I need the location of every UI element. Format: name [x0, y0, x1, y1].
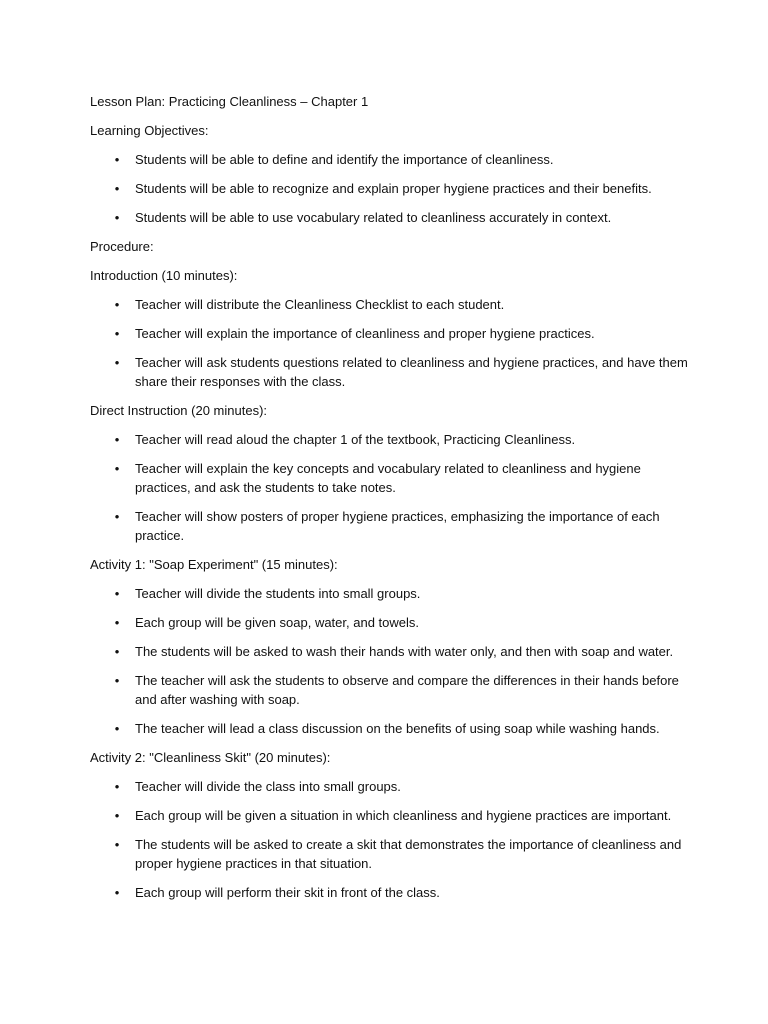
list-item-text: Teacher will read aloud the chapter 1 of the textbook, Practicing Cleanliness. — [135, 432, 576, 447]
bullet-icon: • — [114, 355, 120, 370]
bullet-icon: • — [114, 586, 120, 601]
list-item-text: The students will be asked to wash their hands with water only, and then with soap and water. — [135, 644, 674, 659]
activity2-heading: Activity 2: "Cleanliness Skit" (20 minutes): — [90, 750, 331, 765]
list-item-text: Students will be able to use vocabulary related to cleanliness accurately in context. — [135, 210, 612, 225]
list-item-text: Each group will perform their skit in front of the class. — [135, 885, 440, 900]
list-item — [90, 642, 690, 661]
list-item-text: Each group will be given soap, water, and towels. — [135, 615, 420, 630]
list-item — [90, 459, 690, 497]
list-item-text: Students will be able to recognize and explain proper hygiene practices and their benefits. — [135, 181, 652, 196]
objectives-list — [90, 150, 690, 227]
bullet-icon: • — [114, 673, 120, 688]
bullet-icon: • — [114, 152, 120, 167]
list-item — [90, 806, 690, 825]
list-item-text: Teacher will divide the class into small groups. — [135, 779, 401, 794]
bullet-icon: • — [114, 644, 120, 659]
list-item — [90, 777, 690, 796]
document-page — [90, 92, 690, 912]
bullet-icon: • — [114, 721, 120, 736]
list-item-text: The students will be asked to create a skit that demonstrates the importance of cleanliness and proper hygiene practices in that situation. — [135, 837, 682, 871]
list-item-text: Teacher will ask students questions related to cleanliness and hygiene practices, and have them share their responses with the class. — [135, 355, 688, 389]
list-item — [90, 613, 690, 632]
list-item — [90, 507, 690, 545]
list-item — [90, 295, 690, 314]
list-item — [90, 719, 690, 738]
list-item-text: Teacher will divide the students into small groups. — [135, 586, 421, 601]
list-item — [90, 430, 690, 449]
list-item — [90, 671, 690, 709]
bullet-icon: • — [114, 181, 120, 196]
list-item — [90, 883, 690, 902]
direct-instruction-list — [90, 430, 690, 545]
activity2-list — [90, 777, 690, 902]
bullet-icon: • — [114, 509, 120, 524]
list-item-text: Students will be able to define and identify the importance of cleanliness. — [135, 152, 554, 167]
list-item — [90, 179, 690, 198]
list-item — [90, 835, 690, 873]
bullet-icon: • — [114, 461, 120, 476]
bullet-icon: • — [114, 615, 120, 630]
bullet-icon: • — [114, 779, 120, 794]
list-item — [90, 208, 690, 227]
list-item-text: The teacher will ask the students to observe and compare the differences in their hands before and after washing with soap. — [135, 673, 679, 707]
list-item-text: Teacher will explain the importance of cleanliness and proper hygiene practices. — [135, 326, 595, 341]
introduction-heading: Introduction (10 minutes): — [90, 268, 238, 283]
bullet-icon: • — [114, 808, 120, 823]
activity1-heading: Activity 1: "Soap Experiment" (15 minutes): — [90, 557, 338, 572]
list-item-text: Teacher will explain the key concepts and vocabulary related to cleanliness and hygiene practices, and ask the students to take notes. — [135, 461, 641, 495]
bullet-icon: • — [114, 432, 120, 447]
lesson-title: Lesson Plan: Practicing Cleanliness – Chapter 1 — [90, 94, 369, 109]
list-item-text: Teacher will show posters of proper hygiene practices, emphasizing the importance of each practice. — [135, 509, 660, 543]
bullet-icon: • — [114, 297, 120, 312]
introduction-list — [90, 295, 690, 391]
direct-instruction-heading: Direct Instruction (20 minutes): — [90, 403, 268, 418]
activity1-list — [90, 584, 690, 738]
bullet-icon: • — [114, 837, 120, 852]
bullet-icon: • — [114, 326, 120, 341]
list-item-text: The teacher will lead a class discussion on the benefits of using soap while washing hands. — [135, 721, 660, 736]
bullet-icon: • — [114, 210, 120, 225]
list-item — [90, 353, 690, 391]
list-item — [90, 150, 690, 169]
list-item-text: Each group will be given a situation in which cleanliness and hygiene practices are important. — [135, 808, 672, 823]
list-item-text: Teacher will distribute the Cleanliness Checklist to each student. — [135, 297, 505, 312]
list-item — [90, 324, 690, 343]
list-item — [90, 584, 690, 603]
procedure-heading: Procedure: — [90, 239, 154, 254]
bullet-icon: • — [114, 885, 120, 900]
objectives-heading: Learning Objectives: — [90, 123, 209, 138]
